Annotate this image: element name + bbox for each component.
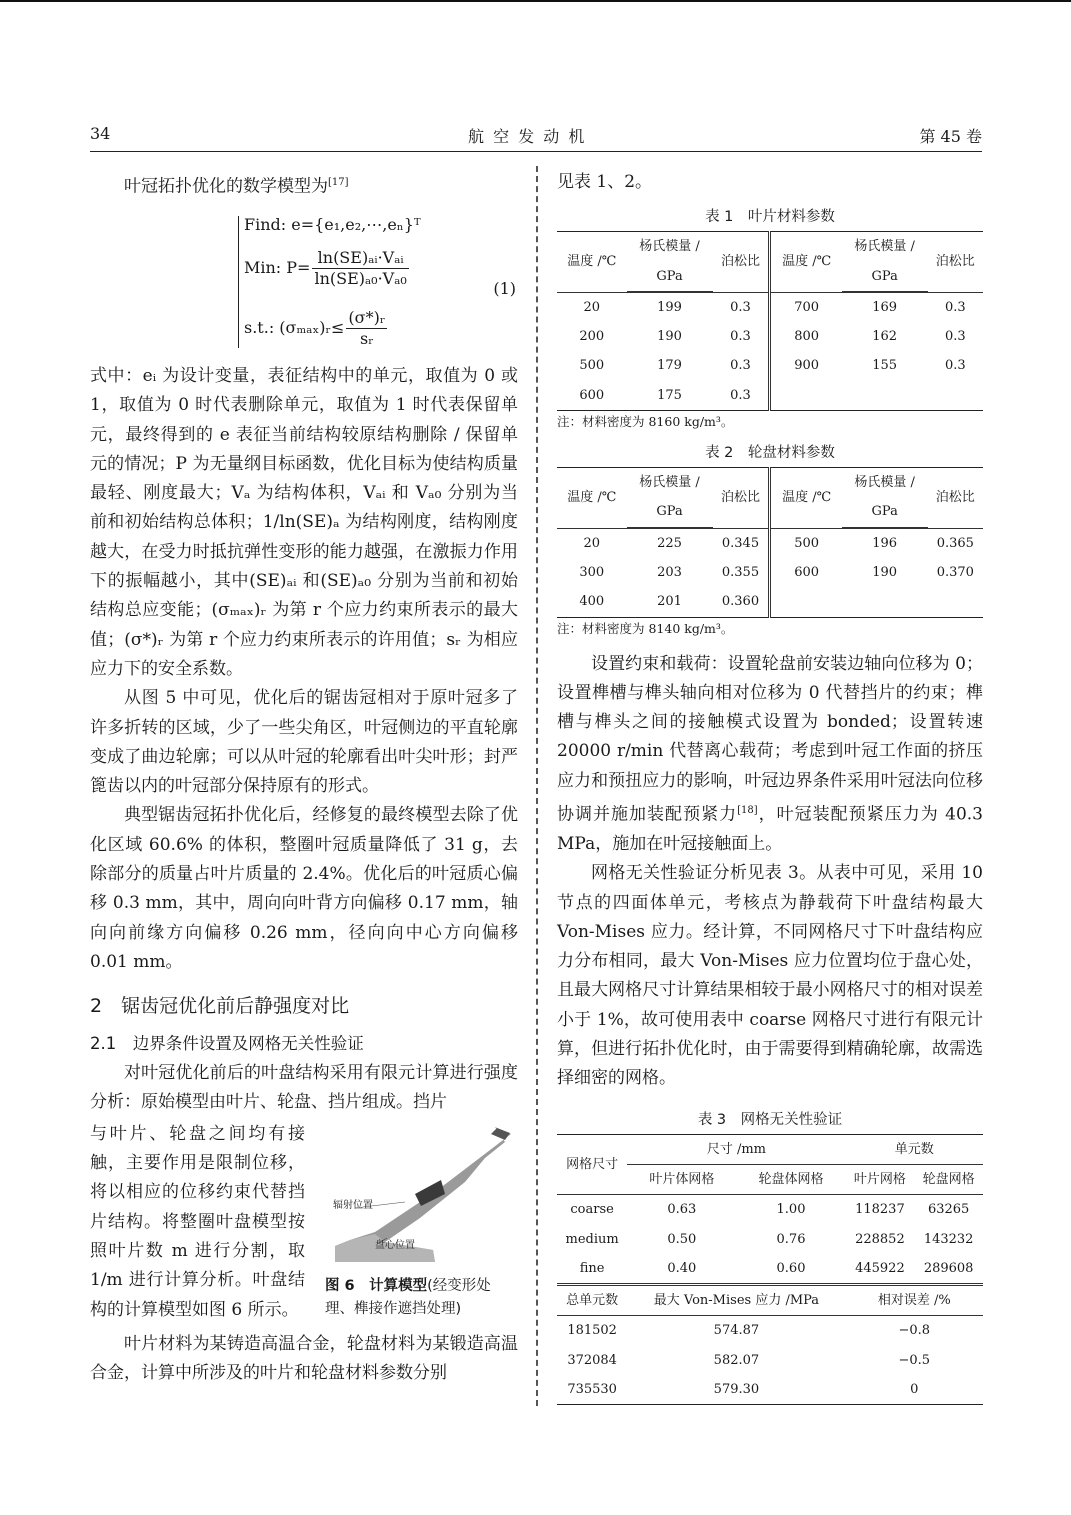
table-row: medium 0.50 0.76 228852 143232 [565,1231,974,1247]
equation-st: s.t.: (σₘₐₓ)ᵣ≤ $\frac{\text{(σ*)ᵣ}}{\text{sᵣ}}$ [244,307,386,348]
table3-caption: 表 3 网格无关性验证 [697,1111,843,1128]
paragraph: 与叶片、轮盘之间均有接触，主要作用是限制位移，将以相应的位移约束代替挡片结构。将整圈叶盘模型按照叶片数 m 进行分割，取 1/m 进行计算分析。叶盘结构的计算模型如图 6 所示。 [90,1123,305,1320]
table1-caption: 表 1 叶片材料参数 [705,209,835,226]
table-row: 200 190 0.3 800 162 0.3 [557,322,983,351]
col-header: GPa [627,262,713,292]
table-1 [557,231,983,411]
col-header: 叶片体网格 [627,1164,736,1194]
col-header: 网格尺寸 [557,1134,627,1195]
paragraph: 设置约束和载荷：设置轮盘前安装边轴向位移为 0；设置榫槽与榫头轴向相对位移为 0 代替挡片的约束；榫槽与榫头之间的接触模式设置为 bonded；设置转速 20000 r/min 代替离心载荷；考虑到叶冠工作面的挤压应力和预扭应力的影响，叶冠边界条件采用叶冠法向位移协调并施加装配预紧力[18]，叶冠装配预紧压力为 40.3 MPa，施加在叶冠接触面上。 [557,653,983,854]
table-row: 372084 582.07 −0.5 [567,1352,931,1368]
figure-caption: 图 6 计算模型(经变形处理、榫接作遮挡处理) [325,1277,491,1317]
table-row: 500 179 0.3 900 155 0.3 [557,351,983,380]
equation-block [90,202,518,362]
col-header: 杨氏模量 / [639,475,700,491]
table-row: 300 203 0.355 600 190 0.370 [557,558,983,587]
table-2 [557,467,983,617]
table1-note: 注：材料密度为 8160 kg/m³。 [557,414,734,430]
table-row: 600 175 0.3 [557,381,983,411]
journal-title: 航 空 发 动 机 [468,127,587,146]
paragraph: 对叶冠优化前后的叶盘结构采用有限元计算进行强度分析：原始模型由叶片、轮盘、挡片组成。挡片 [90,1063,518,1113]
subsection-heading: 2.1 边界条件设置及网格无关性验证 [90,1034,364,1054]
header-rule [90,151,982,152]
col-header: 泊松比 [713,468,770,528]
table-row: 181502 574.87 −0.8 [567,1323,931,1339]
col-header: 相对误差 /% [846,1285,983,1316]
col-header: 最大 Von-Mises 应力 /MPa [627,1285,845,1316]
col-header: 杨氏模量 / [854,239,915,255]
col-header: 轮盘体网格 [736,1164,845,1194]
blade-model-image [315,1122,515,1272]
col-header: 温度 /℃ [567,489,617,505]
table-row: 20 199 0.3 700 169 0.3 [557,292,983,322]
equation-min: Min: P= $\frac{\text{ln(SE)ₐᵢ·Vₐᵢ}}{\text{ln(SE)ₐ₀·Vₐ₀}}$ [244,247,407,288]
paragraph: 从图 5 中可见，优化后的锯齿冠相对于原叶冠多了许多折转的区域，少了一些尖角区，叶冠侧边的平直轮廓变成了曲边轮廓；可以从叶冠的轮廓看出叶尖叶形；封严篦齿以内的叶冠部分保持原有的形式。 [90,688,518,797]
top-border [0,0,1071,2]
table-row: 400 201 0.360 [557,587,983,617]
col-header: GPa [842,262,928,292]
paragraph: 见表 1、2。 [557,172,653,192]
right-column [557,168,983,1405]
col-header: 温度 /℃ [782,254,832,270]
col-header: GPa [842,497,928,527]
figure-6 [315,1122,515,1318]
col-header: 尺寸 /mm [627,1134,845,1164]
table-3 [557,1134,983,1406]
col-header: 轮盘网格 [914,1164,983,1194]
col-header: 单元数 [846,1134,983,1164]
col-header: GPa [627,497,713,527]
figure-wrap [90,1120,518,1328]
table2-note: 注：材料密度为 8140 kg/m³。 [557,620,734,636]
table-row: fine 0.40 0.60 445922 289608 [557,1254,983,1285]
equation-brace [238,216,240,348]
label-center: 盘心位置 [375,1239,415,1251]
column-divider [536,166,538,1406]
table2-caption: 表 2 轮盘材料参数 [705,445,835,462]
table-row: 735530 579.30 0 [557,1375,983,1405]
left-column [90,168,518,1388]
paragraph: 网格无关性验证分析见表 3。从表中可见，采用 10 节点的四面体单元，考核点为静载荷下叶盘结构最大 Von-Mises 应力。经计算，不同网格尺寸下叶盘结构应力分布相同，最大 Von-Mises 应力位置均位于盘心处，且最大网格尺寸计算结果相较于最小网格尺寸的相对误差小于 1%，故可使用表中 coarse 网格尺寸进行有限元计算，但进行拓扑优化时，由于需要得到精确轮廓，故需选择细密的网格。 [557,863,983,1089]
equation-intro: 叶冠拓扑优化的数学模型为[17] [124,176,349,197]
page-number: 34 [90,124,111,143]
paragraph: 叶片材料为某铸造高温合金，轮盘材料为某锻造高温合金，计算中所涉及的叶片和轮盘材料参数分别 [90,1333,518,1384]
paragraph: 典型锯齿冠拓扑优化后，经修复的最终模型去除了优化区域 60.6% 的体积，整圈叶冠质量降低了 31 g，去除部分的质量占叶片质量的 2.4%。优化后的叶冠质心偏移 0.3 mm，其中，周向向叶背方向偏移 0.17 mm，轴向向前缘方向偏移 0.26 mm，径向向中心方向偏移 0.01 mm。 [90,805,518,972]
col-header: 杨氏模量 / [639,239,700,255]
col-header: 总单元数 [557,1285,627,1316]
label-radiation: 辐射位置 [333,1199,373,1211]
col-header: 叶片网格 [846,1164,915,1194]
equation-find: Find: e={e₁,e₂,⋯,eₙ}ᵀ [244,214,421,234]
paragraph: 式中：eᵢ 为设计变量，表征结构中的单元，取值为 0 或 1，取值为 0 时代表删除单元，取值为 1 时代表保留单元，最终得到的 e 表征当前结构较原结构删除 / 保留单元的情况；P 为无量纲目标函数，优化目标为使结构质量最轻、刚度最大；Vₐ 为结构体积，Vₐᵢ 和 Vₐ₀ 分别为当前和初始结构总体积；1/ln(SE)ₐ 为结构刚度，结构刚度越大，在受力时抵抗弹性变形的能力越强，在激振力作用下的振幅越小，其中(SE)ₐᵢ 和(SE)ₐ₀ 分别为当前和初始结构总应变能；(σₘₐₓ)ᵣ 为第 r 个应力约束所表示的最大值；(σ*)ᵣ 为第 r 个应力约束所表示的许用值；sᵣ 为相应应力下的安全系数。 [90,365,518,679]
table-row: 20 225 0.345 500 196 0.365 [557,528,983,558]
col-header: 温度 /℃ [782,489,832,505]
col-header: 杨氏模量 / [854,475,915,491]
col-header: 泊松比 [935,489,975,505]
table-row: coarse 0.63 1.00 118237 63265 [570,1202,970,1218]
equation-number: (1) [493,278,516,298]
section-heading: 2 锯齿冠优化前后静强度对比 [90,995,350,1018]
col-header: 泊松比 [713,232,770,292]
col-header: 温度 /℃ [567,254,617,270]
volume-label: 第 45 卷 [919,127,982,146]
col-header: 泊松比 [935,254,975,270]
